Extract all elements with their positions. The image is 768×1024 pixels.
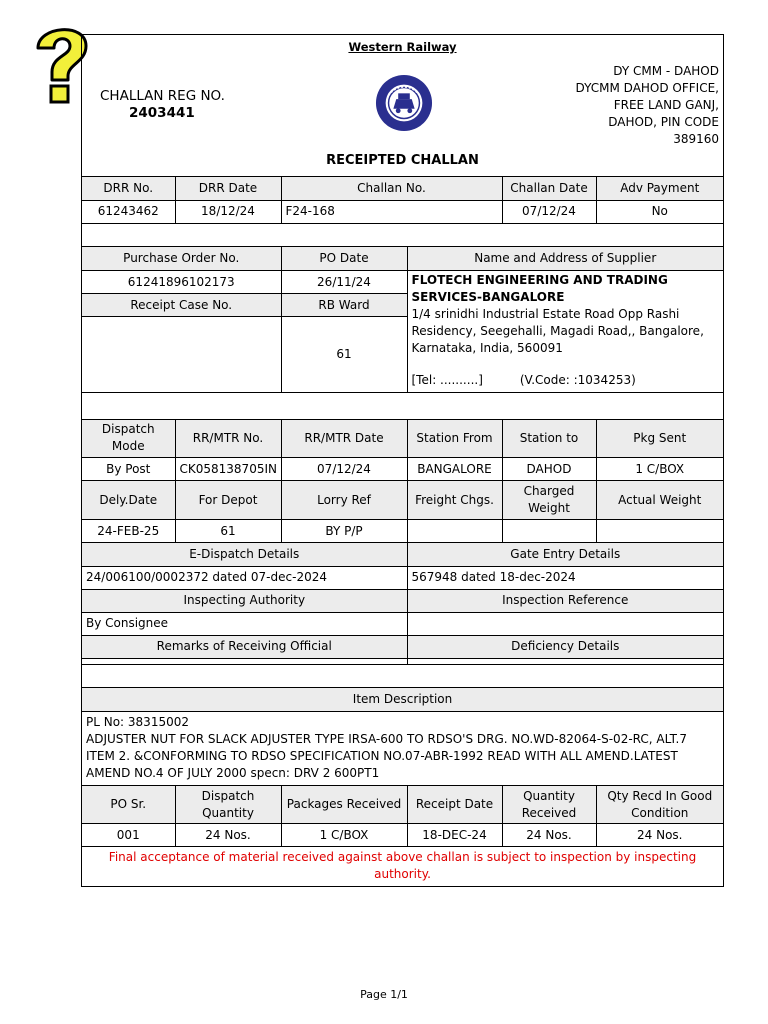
- drr-no: 61243462: [82, 200, 175, 223]
- header-cell: Station From: [407, 420, 502, 458]
- item-description-cell: [82, 712, 723, 786]
- supplier-address: Karnataka, India, 560091: [411, 341, 563, 355]
- supplier-name: FLOTECH ENGINEERING AND TRADING: [411, 273, 668, 287]
- header-cell: Charged Weight: [502, 481, 596, 520]
- document-title: RECEIPTED CHALLAN: [326, 153, 479, 168]
- deficiency-label: Deficiency Details: [407, 635, 723, 658]
- adv-payment: No: [596, 200, 723, 223]
- pl-number: PL No: 38315002: [86, 715, 189, 729]
- header-cell: Quantity Received: [502, 786, 596, 824]
- po-sr: 001: [82, 824, 175, 847]
- challan-date: 07/12/24: [502, 200, 596, 223]
- header-cell: Receipt Date: [407, 786, 502, 824]
- inspection-reference-label: Inspection Reference: [407, 589, 723, 612]
- header-cell: Packages Received: [281, 786, 407, 824]
- receipt-case-value: [82, 321, 281, 393]
- gate-entry-value: 567948 dated 18-dec-2024: [407, 566, 723, 589]
- rr-mtr-date: 07/12/24: [281, 458, 407, 481]
- packages-received: 1 C/BOX: [281, 824, 407, 847]
- header-cell: Station to: [502, 420, 596, 458]
- station-to: DAHOD: [502, 458, 596, 481]
- header-cell: Challan Date: [502, 177, 596, 200]
- item-table: [82, 688, 723, 886]
- dispatch-table: [82, 420, 723, 544]
- document-header: [82, 35, 723, 177]
- header-cell: Adv Payment: [596, 177, 723, 200]
- actual-weight: [596, 520, 723, 543]
- table-row: [82, 658, 723, 664]
- freight-charges: [407, 520, 502, 543]
- receipt-case-label: Receipt Case No.: [82, 294, 281, 317]
- inspecting-authority-label: Inspecting Authority: [82, 589, 407, 612]
- remarks-value: [82, 658, 407, 664]
- supplier-tel: [Tel: ..........]: [411, 373, 483, 387]
- edispatch-value: 24/006100/0002372 dated 07-dec-2024: [82, 566, 407, 589]
- receipt-date: 18-DEC-24: [407, 824, 502, 847]
- challan-table: [82, 177, 723, 224]
- drr-date: 18/12/24: [175, 200, 281, 223]
- header-cell: Dispatch Mode: [82, 420, 175, 458]
- po-date-label: PO Date: [281, 247, 407, 271]
- station-from: BANGALORE: [407, 458, 502, 481]
- header-cell: Actual Weight: [596, 481, 723, 520]
- header-cell: Qty Recd In Good Condition: [596, 786, 723, 824]
- rr-mtr-no: CK058138705IN: [175, 458, 281, 481]
- remarks-label: Remarks of Receiving Official: [82, 635, 407, 658]
- table-header-row: [82, 481, 723, 520]
- inspecting-authority-value: By Consignee: [82, 612, 407, 635]
- table-row: [82, 712, 723, 786]
- office-line: FREE LAND GANJ,: [613, 98, 719, 112]
- inspection-reference-value: [407, 612, 723, 635]
- spacer-row: [82, 224, 723, 247]
- header-cell: DRR Date: [175, 177, 281, 200]
- po-date: 26/11/24: [281, 271, 407, 294]
- challan-document: [81, 34, 724, 887]
- rb-ward: 61: [281, 317, 407, 393]
- for-depot: 61: [175, 520, 281, 543]
- header-cell: RR/MTR Date: [281, 420, 407, 458]
- header-cell: Pkg Sent: [596, 420, 723, 458]
- office-line: DAHOD, PIN CODE: [608, 115, 719, 129]
- spacer-row: [82, 665, 723, 688]
- table-row: [82, 271, 723, 294]
- table-header-row: [82, 247, 723, 271]
- page-number: Page 1/1: [360, 988, 408, 1001]
- item-description: ADJUSTER NUT FOR SLACK ADJUSTER TYPE IRSA-600 TO RDSO'S DRG. NO.WD-82064-S-02-RC, ALT.7 ITEM 2. &CONFORMING TO RDSO SPECIFICATION NO.07-ABR-1992 READ WITH ALL AMEND.LATEST AMEND NO.4 OF JULY 2000 specn: DRV 2 600PT1: [86, 732, 688, 780]
- header-cell: For Depot: [175, 481, 281, 520]
- table-row: [82, 520, 723, 543]
- charged-weight: [502, 520, 596, 543]
- deficiency-value: [407, 658, 723, 664]
- table-row: [82, 566, 723, 589]
- table-header-row: [82, 543, 723, 566]
- pkg-sent: 1 C/BOX: [596, 458, 723, 481]
- header-cell: Dely.Date: [82, 481, 175, 520]
- delivery-date: 24-FEB-25: [82, 520, 175, 543]
- dispatch-mode: By Post: [82, 458, 175, 481]
- po-no-label: Purchase Order No.: [82, 247, 281, 271]
- table-row: [82, 847, 723, 886]
- rb-ward-label: RB Ward: [281, 294, 407, 317]
- office-line: 389160: [673, 132, 719, 146]
- quantity-received: 24 Nos.: [502, 824, 596, 847]
- supplier-contact: [412, 372, 720, 389]
- supplier-name: SERVICES-BANGALORE: [411, 290, 565, 304]
- challan-no: F24-168: [281, 200, 502, 223]
- office-line: DYCMM DAHOD OFFICE,: [575, 81, 719, 95]
- challan-reg-label: CHALLAN REG NO.: [100, 88, 225, 104]
- header-cell: RR/MTR No.: [175, 420, 281, 458]
- supplier-label: Name and Address of Supplier: [407, 247, 723, 271]
- header-cell: DRR No.: [82, 177, 175, 200]
- table-header-row: [82, 688, 723, 712]
- table-row: [82, 458, 723, 481]
- item-description-label: Item Description: [82, 688, 723, 712]
- purchase-order-table: [82, 247, 723, 394]
- table-header-row: [82, 420, 723, 458]
- header-cell: Freight Chgs.: [407, 481, 502, 520]
- header-cell: Dispatch Quantity: [175, 786, 281, 824]
- office-address: [576, 63, 719, 148]
- supplier-address: Residency, Seegehalli, Magadi Road,, Bangalore,: [411, 324, 704, 338]
- table-row: [82, 824, 723, 847]
- header-cell: Lorry Ref: [281, 481, 407, 520]
- table-header-row: [82, 177, 723, 200]
- supplier-cell: [407, 271, 723, 393]
- railway-name: Western Railway: [348, 40, 457, 54]
- gate-entry-label: Gate Entry Details: [407, 543, 723, 566]
- challan-reg-number: 2403441: [129, 105, 195, 121]
- supplier-vcode: (V.Code: :1034253): [519, 373, 636, 387]
- header-cell: Challan No.: [281, 177, 502, 200]
- dispatch-quantity: 24 Nos.: [175, 824, 281, 847]
- acceptance-note: Final acceptance of material received against above challan is subject to inspection by inspecting authority.: [82, 847, 723, 886]
- lorry-ref: BY P/P: [281, 520, 407, 543]
- po-no: 61241896102173: [82, 271, 281, 294]
- indian-railways-emblem-icon: [375, 74, 433, 132]
- table-header-row: [82, 635, 723, 658]
- table-header-row: [82, 589, 723, 612]
- qty-good-condition: 24 Nos.: [596, 824, 723, 847]
- supplier-address: 1/4 srinidhi Industrial Estate Road Opp Rashi: [411, 307, 680, 321]
- table-header-row: [82, 786, 723, 824]
- details-table: [82, 543, 723, 665]
- header-cell: PO Sr.: [82, 786, 175, 824]
- edispatch-label: E-Dispatch Details: [82, 543, 407, 566]
- spacer-row: [82, 393, 723, 420]
- table-row: [82, 200, 723, 223]
- office-line: DY CMM - DAHOD: [613, 64, 719, 78]
- table-row: [82, 612, 723, 635]
